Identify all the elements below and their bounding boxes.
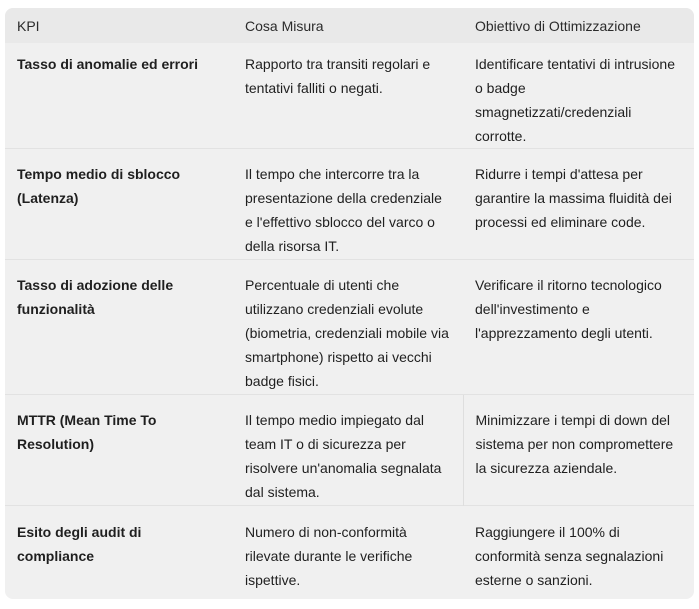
kpi-cell: Esito degli audit di compliance	[5, 506, 233, 593]
measure-cell: Il tempo che intercorre tra la presentazione della credenziale e l'effettivo sblocco del varco o della risorsa IT.	[233, 149, 463, 260]
objective-cell: Verificare il ritorno tecnologico dell'investimento e l'apprezzamento degli utenti.	[463, 260, 694, 395]
table-row	[5, 260, 694, 395]
header-objective: Obiettivo di Ottimizzazione	[463, 8, 694, 43]
table-header	[5, 8, 694, 43]
objective-cell: Ridurre i tempi d'attesa per garantire la massima fluidità dei processi ed eliminare code.	[463, 149, 694, 260]
header-kpi: KPI	[5, 8, 233, 43]
header-row	[5, 8, 694, 43]
kpi-table	[5, 8, 694, 592]
kpi-cell: Tasso di adozione delle funzionalità	[5, 260, 233, 395]
objective-cell: Identificare tentativi di intrusione o badge smagnetizzati/credenziali corrotte.	[475, 56, 675, 144]
table-row	[5, 395, 694, 506]
kpi-table-container	[5, 8, 694, 599]
measure-cell: Il tempo medio impiegato dal team IT o di sicurezza per risolvere un'anomalia segnalata dal sistema.	[233, 395, 463, 506]
kpi-cell: Tempo medio di sblocco (Latenza)	[5, 149, 233, 260]
table-row	[5, 43, 694, 149]
table-row	[5, 506, 694, 593]
kpi-cell: Tasso di anomalie ed errori	[17, 56, 199, 72]
header-measure: Cosa Misura	[233, 8, 463, 43]
measure-cell: Numero di non-conformità rilevate durante le verifiche ispettive.	[233, 506, 463, 593]
kpi-cell: MTTR (Mean Time To Resolution)	[5, 395, 233, 506]
measure-cell: Percentuale di utenti che utilizzano credenziali evolute (biometria, credenziali mobile via smartphone) rispetto ai vecchi badge fisici.	[233, 260, 463, 395]
objective-cell: Minimizzare i tempi di down del sistema per non compromettere la sicurezza aziendale.	[463, 395, 694, 506]
table-body	[5, 43, 694, 592]
measure-cell: Rapporto tra transiti regolari e tentativi falliti o negati.	[245, 56, 431, 96]
objective-cell: Raggiungere il 100% di conformità senza segnalazioni esterne o sanzioni.	[463, 506, 694, 593]
table-row	[5, 149, 694, 260]
